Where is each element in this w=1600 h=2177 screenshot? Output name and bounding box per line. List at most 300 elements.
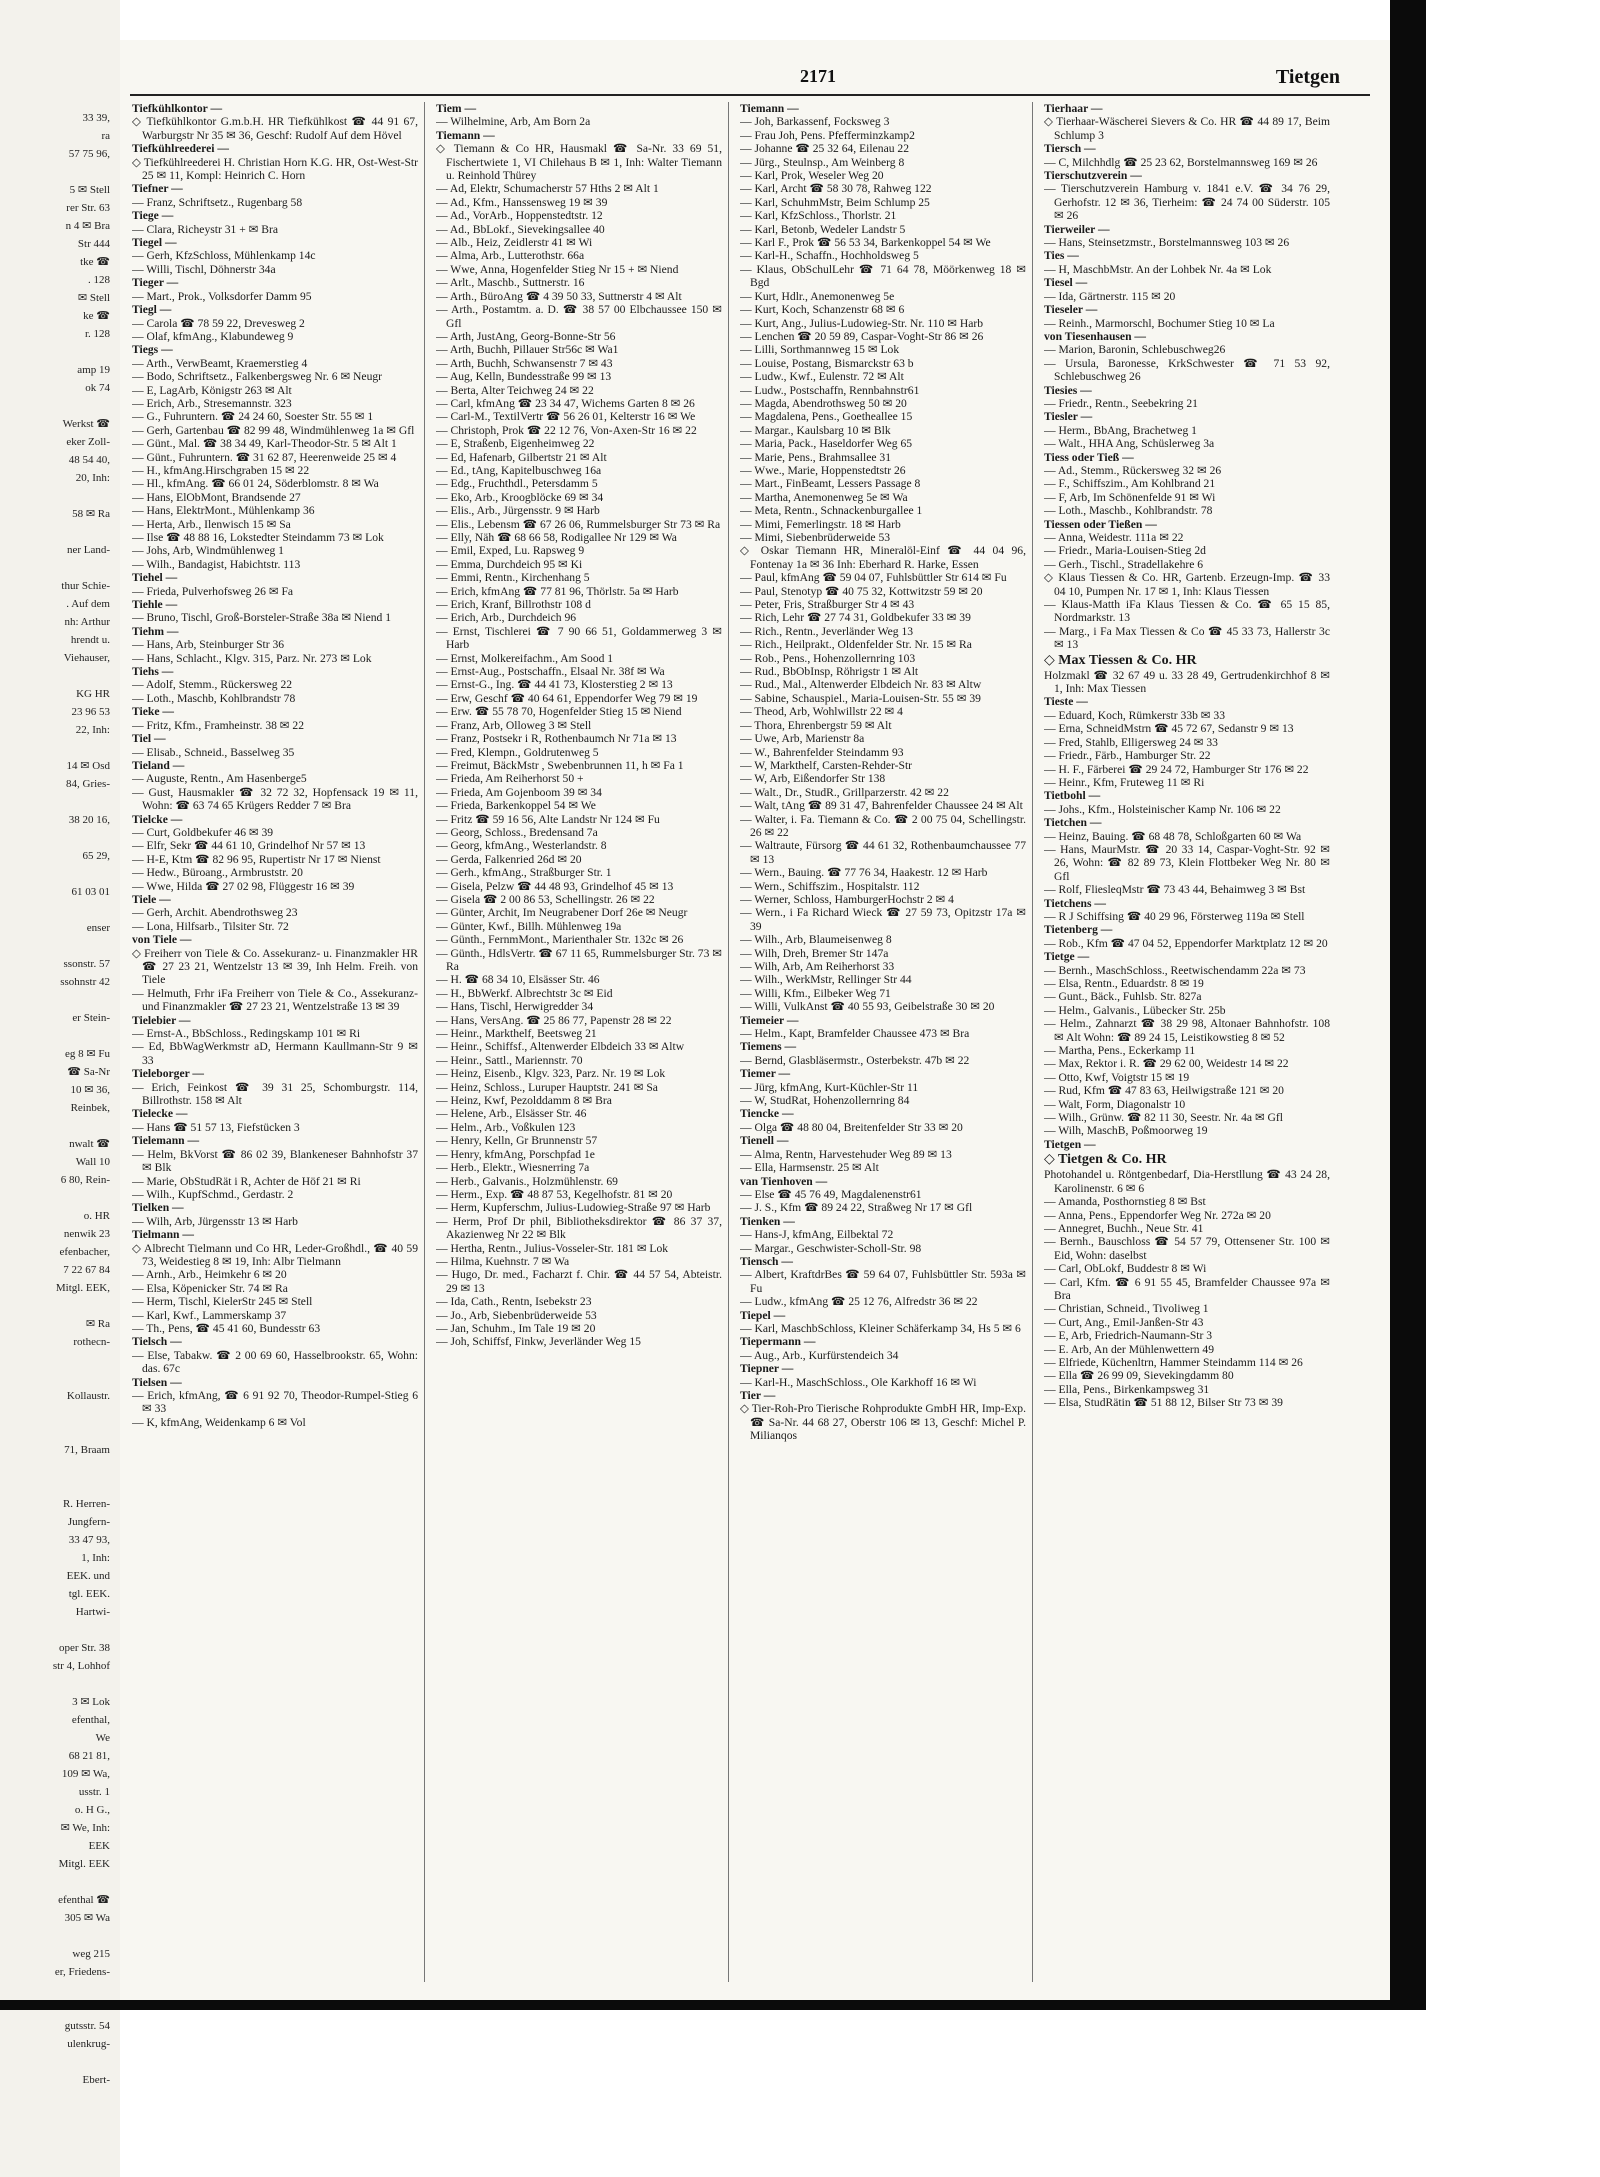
directory-entry: — Amanda, Posthornstieg 8 ✉ Bst	[1044, 1195, 1206, 1209]
directory-entry: — Else, Tabakw. ☎ 2 00 69 60, Hasselbrookstr. 65, Wohn: das. 67c	[132, 1348, 418, 1376]
surname-heading: Tielcke —	[132, 812, 183, 826]
surname-heading: Tier —	[740, 1389, 776, 1402]
surname-heading: Tietchen —	[1044, 816, 1102, 830]
directory-entry: — Kurt, Ang., Julius-Ludowieg-Str. Nr. 110 ✉ Harb	[740, 316, 984, 330]
directory-entry: — Magdalena, Pens., Goetheallee 15	[740, 410, 913, 424]
directory-entry: — Paul, Stenotyp ☎ 40 75 32, Kottwitzstr 59 ✉ 20	[740, 584, 983, 598]
directory-entry: — Herm., Exp. ☎ 48 87 53, Kegelhofstr. 81 ✉ 20	[436, 1187, 673, 1201]
directory-entry: — Werner, Schloss, HamburgerHochstr 2 ✉ 4	[740, 892, 954, 906]
directory-entry: — Johanne ☎ 25 32 64, Eilenau 22	[740, 142, 909, 156]
directory-entry: — Mimi, Femerlingstr. 18 ✉ Harb	[740, 517, 901, 531]
directory-entry: — Rud., BbObInsp, Röhrigstr 1 ✉ Alt	[740, 665, 919, 679]
directory-entry: — Hans, Tischl, Herwigredder 34	[436, 1000, 594, 1014]
directory-entry: — Th., Pens, ☎ 45 41 60, Bundesstr 63	[132, 1321, 321, 1335]
directory-entry: — Wilh., WerkMstr, Rellinger Str 44	[740, 973, 912, 987]
column-3	[740, 102, 1026, 1982]
directory-entry: — Arth., Postamtm. a. D. ☎ 38 57 00 Elbchaussee 150 ✉ Gfl	[436, 303, 722, 330]
directory-page	[120, 40, 1390, 2010]
directory-entry: — Erich, Feinkost ☎ 39 31 25, Schomburgstr. 114, Billrothstr. 158 ✉ Alt	[132, 1080, 418, 1108]
directory-entry: — H., kfmAng.Hirschgraben 15 ✉ 22	[132, 463, 310, 477]
gutter-fragment: efenthal,	[71, 1714, 110, 1726]
directory-entry: — Elsa, Rentn., Eduardstr. 8 ✉ 19	[1044, 977, 1204, 990]
gutter-fragment: ✉ We, Inh:	[60, 1822, 110, 1834]
directory-entry: — Bernh., MaschSchloss., Reetwischendamm 22a ✉ 73	[1044, 963, 1306, 977]
directory-entry: — Gisela ☎ 2 00 86 53, Schellingstr. 26 ✉ 22	[436, 892, 655, 906]
gutter-fragment: enser	[86, 922, 110, 934]
directory-entry: — Ernst, Tischlerei ☎ 7 90 66 51, Goldammerweg 3 ✉ Harb	[436, 624, 722, 652]
gutter-fragment: eg 8 ✉ Fu	[65, 1048, 110, 1060]
directory-entry: — Clara, Richeystr 31 + ✉ Bra	[132, 222, 279, 236]
surname-heading: Tiersch —	[1044, 142, 1096, 156]
directory-entry: ◇ Tietgen & Co. HR	[1044, 1152, 1167, 1168]
directory-entry: — Freimut, BäckMstr , Swebenbrunnen 11, h ✉ Fa 1	[436, 758, 684, 772]
directory-entry: — Carl, kfmAng ☎ 23 34 47, Wichems Garten 8 ✉ 26	[436, 396, 695, 410]
gutter-fragment: er Stein-	[72, 1012, 110, 1024]
directory-entry: — Helm., Zahnarzt ☎ 38 29 98, Altonaer Bahnhofstr. 108 ✉ Alt Wohn: ☎ 89 24 15, Leistikowstieg 8 ✉ 52	[1044, 1017, 1330, 1044]
gutter-fragment: nh: Arthur	[64, 616, 110, 628]
directory-entry: — Jo., Arb, Siebenbrüderweide 53	[436, 1308, 597, 1322]
directory-entry: — Hans ☎ 51 57 13, Fiefstücken 3	[132, 1120, 300, 1134]
directory-entry: — Günt., Fuhruntern. ☎ 31 62 87, Heerenweide 25 ✉ 4	[132, 450, 397, 464]
directory-entry: — Gunt., Bäck., Fuhlsb. Str. 827a	[1044, 990, 1202, 1004]
directory-entry: — Ursula, Baronesse, KrkSchwester ☎ 71 53 92, Schlebuschweg 26	[1044, 356, 1330, 384]
directory-entry: — F., Schiffszim., Am Kohlbrand 21	[1044, 477, 1216, 491]
surname-heading: Tienken —	[740, 1214, 795, 1228]
surname-heading: Tietchens —	[1044, 896, 1106, 910]
directory-entry: — Bernd, Glasbläsermstr., Osterbekstr. 47b ✉ 22	[740, 1053, 970, 1067]
directory-entry: — Herb., Elektr., Wiesnerring 7a	[436, 1161, 590, 1175]
column-divider	[424, 102, 425, 1982]
directory-entry: — Elly, Näh ☎ 68 66 58, Rodigallee Nr 129 ✉ Wa	[436, 531, 677, 544]
directory-entry: — Rud, Kfm ☎ 47 83 63, Heilwigstraße 121 ✉ 20	[1044, 1084, 1284, 1098]
directory-entry: — Meta, Rentn., Schnackenburgallee 1	[740, 504, 923, 518]
directory-entry: — H-E, Ktm ☎ 82 96 95, Rupertistr Nr 17 ✉ Nienst	[132, 852, 381, 866]
directory-entry: — H. F., Färberei ☎ 29 24 72, Hamburger Str 176 ✉ 22	[1044, 762, 1309, 776]
directory-entry: — Georg, kfmAng., Westerlandstr. 8	[436, 839, 607, 853]
gutter-fragment: ok 74	[85, 382, 110, 394]
gutter-fragment: hrendt u.	[70, 634, 110, 646]
surname-heading: Tieke —	[132, 705, 174, 719]
surname-heading: Tielemann —	[132, 1134, 200, 1148]
directory-entry: — Elis., Arb., Jürgensstr. 9 ✉ Harb	[436, 504, 600, 518]
directory-entry: — Wilh, Arb, Am Reiherhorst 33	[740, 960, 895, 973]
directory-entry: — Wwe, Hilda ☎ 27 02 98, Flüggestr 16 ✉ 39	[132, 879, 355, 893]
directory-entry: — Peter, Fris, Straßburger Str 4 ✉ 43	[740, 598, 915, 612]
directory-entry: — Rud., Mal., Altenwerder Elbdeich Nr. 83 ✉ Altw	[740, 678, 982, 692]
directory-entry: — Wilh, Dreh, Bremer Str 147a	[740, 946, 889, 960]
directory-entry: — Carl, Kfm. ☎ 6 91 55 45, Bramfelder Chaussee 97a ✉ Bra	[1044, 1275, 1330, 1302]
directory-entry: — Thora, Ehrenbergstr 59 ✉ Alt	[740, 718, 892, 732]
surname-heading: Tielken —	[132, 1201, 184, 1215]
surname-heading: Tielebier —	[132, 1013, 191, 1027]
surname-heading: Tieland —	[132, 758, 185, 772]
directory-entry: — J. S., Kfm ☎ 89 24 22, Straßweg Nr 17 ✉ Gfl	[740, 1201, 973, 1215]
gutter-fragment: ra	[101, 130, 110, 142]
directory-entry: — G., Fuhruntern. ☎ 24 24 60, Soester Str. 55 ✉ 1	[132, 410, 374, 424]
directory-entry: — Arth, JustAng, Georg-Bonne-Str 56	[436, 329, 616, 343]
directory-entry: — Günt., Mal. ☎ 38 34 49, Karl-Theodor-Str. 5 ✉ Alt 1	[132, 437, 397, 451]
running-head: Tietgen	[1275, 66, 1340, 88]
directory-entry: — Mimi, Siebenbrüderweide 53	[740, 531, 891, 544]
directory-entry: — Wern., i Fa Richard Wieck ☎ 27 59 73, Opitzstr 17a ✉ 39	[740, 906, 1026, 933]
gutter-fragment: 20, Inh:	[75, 472, 110, 484]
directory-entry: — Heinz, Kwf, Pezolddamm 8 ✉ Bra	[436, 1094, 612, 1108]
directory-entry: — Jürg., Steulnsp., Am Weinberg 8	[740, 155, 905, 169]
directory-entry: — Martha, Anemonenweg 5e ✉ Wa	[740, 490, 908, 504]
directory-entry: — Arth, Buchh, Schwansenstr 7 ✉ 43	[436, 356, 613, 370]
directory-entry: — Bodo, Schriftsetz., Falkenbergsweg Nr. 6 ✉ Neugr	[132, 370, 383, 384]
directory-entry: — R J Schiffsing ☎ 40 29 96, Försterweg 119a ✉ Stell	[1044, 909, 1305, 923]
directory-entry: — Arlt., Maschb., Suttnerstr. 16	[436, 276, 585, 290]
directory-entry: — Wilhelmine, Arb, Am Born 2a	[436, 115, 591, 129]
gutter-fragment: . Auf dem	[66, 598, 110, 610]
surname-heading: Tielmann —	[132, 1228, 194, 1242]
gutter-fragment: amp 19	[77, 364, 110, 376]
directory-entry: — Arth., VerwBeamt, Kraemerstieg 4	[132, 356, 308, 370]
gutter-fragment: ssohnstr 42	[60, 976, 110, 988]
directory-entry: — Bruno, Tischl, Groß-Borsteler-Straße 38a ✉ Niend 1	[132, 611, 392, 625]
directory-entry: ◇ Tiefkühlreederei H. Christian Horn K.G. HR, Ost-West-Str 25 ✉ 11, Kompl: Heinrich C. Horn	[132, 155, 418, 183]
directory-entry: — Ella, Harmsenstr. 25 ✉ Alt	[740, 1161, 879, 1175]
directory-entry: — Ella, Pens., Birkenkampsweg 31	[1044, 1382, 1210, 1396]
gutter-fragment: usstr. 1	[78, 1786, 110, 1798]
surname-heading: Tiehs —	[132, 665, 174, 679]
directory-entry: — Rolf, FliesleqMstr ☎ 73 43 44, Behaimweg 3 ✉ Bst	[1044, 883, 1306, 897]
directory-entry: — Marion, Baronin, Schlebuschweg26	[1044, 343, 1226, 357]
directory-entry: — Theod, Arb, Wohlwillstr 22 ✉ 4	[740, 705, 903, 719]
directory-entry: — Frieda, Barkenkoppel 54 ✉ We	[436, 799, 596, 813]
gutter-fragment: EEK. und	[66, 1570, 110, 1582]
gutter-fragment: gutsstr. 54	[64, 2020, 110, 2032]
directory-entry: — Ernst-A., BbSchloss., Redingskamp 101 ✉ Ri	[132, 1027, 361, 1041]
surname-heading: Tieleborger —	[132, 1067, 205, 1081]
directory-entry: — Rob., Kfm ☎ 47 04 52, Eppendorfer Marktplatz 12 ✉ 20	[1044, 936, 1328, 950]
directory-entry: — Hans, ElObMont, Brandsende 27	[132, 490, 301, 504]
directory-entry: — Christian, Schneid., Tivoliweg 1	[1044, 1302, 1209, 1316]
directory-entry: — Heinr., Kfm, Fruteweg 11 ✉ Ri	[1044, 775, 1205, 789]
surname-heading: Tiege —	[132, 209, 174, 223]
page-number: 2171	[800, 66, 836, 86]
directory-entry: — Wilh, MaschB, Poßmoorweg 19	[1044, 1124, 1208, 1138]
gutter-fragment: 22, Inh:	[75, 724, 110, 736]
directory-entry: — Ad, Elektr, Schumacherstr 57 Hths 2 ✉ Alt 1	[436, 182, 659, 196]
directory-entry: — Heinz, Bauing. ☎ 68 48 78, Schloßgarten 60 ✉ Wa	[1044, 829, 1302, 843]
gutter-fragment: ke ☎	[83, 310, 110, 322]
directory-entry: — Willi, Kfm., Eilbeker Weg 71	[740, 986, 891, 1000]
directory-entry: — E, Straßenb, Eigenheimweg 22	[436, 437, 595, 451]
directory-entry: — Ida, Gärtnerstr. 115 ✉ 20	[1044, 289, 1176, 303]
surname-heading: Tiemann —	[740, 102, 799, 115]
directory-entry: — Ernst, Molkereifachm., Am Sood 1	[436, 651, 614, 665]
directory-entry: — Franz, Postsekr i R, Rothenbaumch Nr 71a ✉ 13	[436, 732, 677, 746]
directory-entry: ◇ Oskar Tiemann HR, Mineralöl-Einf ☎ 44 04 96, Fontenay 1a ✉ 36 Inh: Eberhard R. Harke, Essen	[740, 544, 1026, 571]
directory-entry: — Friedr., Rentn., Seebekring 21	[1044, 396, 1198, 410]
gutter-fragment: Jungfern-	[67, 1516, 110, 1528]
directory-entry: — Helmuth, Frhr iFa Freiherr von Tiele & Co., Assekuranz- und Finanzmakler ☎ 27 23 21, Wentzelstraße 13 ✉ 39	[132, 986, 418, 1014]
directory-entry: — Heinz, Eisenb., Klgv. 323, Parz. Nr. 19 ✉ Lok	[436, 1067, 666, 1081]
directory-entry: — Erw. ☎ 55 78 70, Hogenfelder Stieg 15 ✉ Niend	[436, 705, 682, 719]
directory-entry: — Henry, kfmAng, Porschpfad 1e	[436, 1147, 595, 1161]
directory-entry: — Ed., tAng, Kapitelbuschweg 16a	[436, 463, 602, 477]
directory-entry: — Ludw., kfmAng ☎ 25 12 76, Alfredstr 36 ✉ 22	[740, 1295, 978, 1309]
directory-entry: — Gerh, KfzSchloss, Mühlenkamp 14c	[132, 249, 316, 263]
directory-entry: — Martha, Pens., Eckerkamp 11	[1044, 1044, 1196, 1058]
gutter-fragment: ssonstr. 57	[63, 958, 110, 970]
directory-entry: — Waltraute, Fürsorg ☎ 44 61 32, Rothenbaumchaussee 77 ✉ 13	[740, 839, 1026, 866]
directory-entry: — Alma, Rentn, Harvestehuder Weg 89 ✉ 13	[740, 1147, 952, 1161]
directory-entry: — Wilh., Bandagist, Habichtstr. 113	[132, 557, 301, 571]
directory-entry: — W, Arb, Eißendorfer Str 138	[740, 772, 886, 786]
gutter-fragment: r. 128	[84, 328, 110, 340]
directory-entry: — Karl F., Prok ☎ 56 53 34, Barkenkoppel 54 ✉ We	[740, 236, 991, 250]
surname-heading: Tierweiler —	[1044, 222, 1110, 236]
gutter-fragment: Wall 10	[75, 1156, 110, 1168]
directory-entry: — Walter, i. Fa. Tiemann & Co. ☎ 2 00 75 04, Schellingstr. 26 ✉ 22	[740, 812, 1026, 839]
gutter-fragment: Viehauser,	[63, 652, 110, 664]
directory-entry: — Herm, Kupferschm, Julius-Ludowieg-Straße 97 ✉ Harb	[436, 1201, 711, 1215]
surname-heading: Ties —	[1044, 249, 1079, 263]
directory-entry: — Louise, Postang, Bismarckstr 63 b	[740, 356, 914, 370]
directory-entry: — Günth., FernmMont., Marienthaler Str. 132c ✉ 26	[436, 933, 684, 947]
directory-entry: — Arth, Buchh, Pillauer Str56c ✉ Wa1	[436, 343, 619, 357]
directory-entry: — K, kfmAng, Weidenkamp 6 ✉ Vol	[132, 1415, 306, 1429]
gutter-fragment: Werkst ☎	[62, 418, 110, 430]
gutter-fragment: 57 75 96,	[68, 148, 110, 160]
directory-entry: — Mart., Prok., Volksdorfer Damm 95	[132, 289, 312, 303]
gutter-fragment: . 128	[88, 274, 110, 286]
gutter-fragment: nenwik 23	[63, 1228, 110, 1240]
surname-heading: Tieger —	[132, 276, 179, 290]
gutter-fragment: thur Schie-	[61, 580, 110, 592]
directory-entry: — Fritz, Kfm., Framheinstr. 38 ✉ 22	[132, 718, 305, 732]
column-divider	[728, 102, 729, 1982]
directory-entry: — Hans, MaurMstr. ☎ 20 33 14, Caspar-Voght-Str. 92 ✉ 26, Wohn: ☎ 82 89 73, Klein Flottbeker Weg Nr. 80 ✉ Gfl	[1044, 842, 1330, 883]
surname-heading: Tietenberg —	[1044, 923, 1113, 937]
gutter-fragment: 65 29,	[82, 850, 110, 862]
directory-entry: — Kurt, Koch, Schanzenstr 68 ✉ 6	[740, 303, 905, 317]
directory-entry: — Joh, Barkassenf, Focksweg 3	[740, 115, 890, 129]
directory-entry: — Gerh, Gartenbau ☎ 82 99 48, Windmühlenweg 1a ✉ Gfl	[132, 423, 415, 437]
directory-entry: — Karl, SchuhmMstr, Beim Schlump 25	[740, 195, 930, 209]
directory-entry: — Uwe, Arb, Marienstr 8a	[740, 732, 865, 746]
surname-heading: Tietbohl —	[1044, 789, 1101, 803]
directory-entry: — Hans, Schlacht., Klgv. 315, Parz. Nr. 273 ✉ Lok	[132, 651, 372, 665]
surname-heading: Tienell —	[740, 1134, 789, 1148]
directory-entry: — Ad., Kfm., Hanssensweg 19 ✉ 39	[436, 195, 608, 209]
surname-heading: Tiemeier —	[740, 1013, 799, 1027]
gutter-fragment: ✉ Stell	[77, 292, 110, 304]
directory-entry: — Adolf, Stemm., Rückersweg 22	[132, 678, 293, 692]
directory-entry: — Sabine, Schauspiel., Maria-Louisen-Str. 55 ✉ 39	[740, 691, 981, 705]
gutter-fragment: Ebert-	[82, 2074, 110, 2086]
directory-entry: — Walt., Dr., StudR., Grillparzerstr. 42 ✉ 22	[740, 785, 949, 799]
directory-entry: — Walt, Form, Diagonalstr 10	[1044, 1097, 1186, 1111]
directory-entry: — Wilh, Arb, Jürgensstr 13 ✉ Harb	[132, 1214, 298, 1228]
directory-entry: — Wilh., KupfSchmd., Gerdastr. 2	[132, 1187, 294, 1201]
gutter-fragment: rer Str. 63	[66, 202, 110, 214]
surname-heading: Tiesler —	[1044, 410, 1093, 424]
directory-entry: — Ilse ☎ 48 88 16, Lokstedter Steindamm 73 ✉ Lok	[132, 531, 384, 544]
gutter-fragment: ☎ Sa-Nr	[67, 1066, 110, 1078]
directory-entry: — Johs, Arb, Windmühlenweg 1	[132, 544, 284, 558]
gutter-fragment: 71, Braam	[64, 1444, 110, 1456]
directory-entry: — Wwe, Anna, Hogenfelder Stieg Nr 15 + ✉ Niend	[436, 262, 679, 276]
directory-entry: — Hedw., Büroang., Armbruststr. 20	[132, 866, 303, 880]
directory-entry: — Helm., Kapt, Bramfelder Chaussee 473 ✉ Bra	[740, 1027, 970, 1041]
directory-entry: — Marie, Pens., Brahmsallee 31	[740, 450, 892, 464]
directory-entry: — Walt., HHA Ang, Schüslerweg 3a	[1044, 437, 1215, 451]
surname-heading: Tielsen —	[132, 1375, 182, 1389]
directory-entry: — Gisela, Pelzw ☎ 44 48 93, Grindelhof 45 ✉ 13	[436, 879, 674, 893]
directory-entry: — Paul, kfmAng ☎ 59 04 07, Fuhlsbüttler Str 614 ✉ Fu	[740, 571, 1007, 585]
directory-entry: — Gust, Hausmakler ☎ 32 72 32, Hopfensack 19 ✉ 11, Wohn: ☎ 63 74 65 Krügers Redder 7 ✉ Bra	[132, 785, 418, 813]
directory-entry: — Emma, Durchdeich 95 ✉ Ki	[436, 557, 583, 571]
directory-entry: — Günter, Kwf., Billh. Mühlenweg 19a	[436, 919, 622, 933]
directory-entry: — Else ☎ 45 76 49, Magdalenenstr61	[740, 1187, 922, 1201]
gutter-fragment: ulenkrug-	[67, 2038, 110, 2050]
gutter-fragment: KG HR	[76, 688, 110, 700]
gutter-fragment: str 4, Lohhof	[52, 1660, 110, 1672]
directory-entry: — Hans, VersAng. ☎ 25 86 77, Papenstr 28 ✉ 22	[436, 1013, 672, 1027]
directory-entry: — Herm, Tischl, KielerStr 245 ✉ Stell	[132, 1295, 313, 1309]
directory-entry: — Alma, Arb., Lutterothstr. 66a	[436, 249, 585, 263]
surname-heading: Tierhaar —	[1044, 102, 1103, 115]
directory-entry: — Anna, Weidestr. 111a ✉ 22	[1044, 531, 1184, 544]
directory-entry: — Karl, Prok, Weseler Weg 20	[740, 169, 884, 183]
directory-entry: — Heinr., Sattl., Mariennstr. 70	[436, 1053, 583, 1067]
directory-entry: — Günter, Archit, Im Neugrabener Dorf 26e ✉ Neugr	[436, 906, 688, 920]
directory-entry: — Hans, Arb, Steinburger Str 36	[132, 638, 285, 652]
directory-entry: — Loth., Maschb., Kohlbrandstr. 78	[1044, 504, 1213, 518]
header-rule	[130, 94, 1370, 96]
directory-entry: — Bernh., Bauschloss ☎ 54 57 79, Ottensener Str. 100 ✉ Eid, Wohn: daselbst	[1044, 1235, 1330, 1262]
directory-entry: — Aug., Arb., Kurfürstendeich 34	[740, 1348, 899, 1362]
directory-entry: — Karl-H., Schaffn., Hochholdsweg 5	[740, 249, 919, 263]
gutter-fragment: 5 ✉ Stell	[69, 184, 110, 196]
gutter-fragment: 10 ✉ 36,	[70, 1084, 110, 1096]
directory-entry: — H. ☎ 68 34 10, Elsässer Str. 46	[436, 973, 600, 987]
directory-entry: — Herb., Galvanis., Holzmühlenstr. 69	[436, 1174, 618, 1188]
directory-entry: — Heinz, Schloss., Luruper Hauptstr. 241 ✉ Sa	[436, 1080, 658, 1094]
gutter-fragment: 38 20 16,	[68, 814, 110, 826]
directory-entry: — Elisab., Schneid., Basselweg 35	[132, 745, 295, 759]
directory-entry: — Elsa, Köpenicker Str. 74 ✉ Ra	[132, 1281, 288, 1295]
directory-entry: — Friedr., Färb., Hamburger Str. 22	[1044, 749, 1211, 763]
directory-entry: — Margar., Geschwister-Scholl-Str. 98	[740, 1241, 922, 1255]
directory-entry: — Wern., Schiffszim., Hospitalstr. 112	[740, 879, 920, 893]
directory-entry: — Maria, Pack., Haseldorfer Weg 65	[740, 437, 913, 451]
directory-entry: Photohandel u. Röntgenbedarf, Dia-Herstllung ☎ 43 24 28, Karolinenstr. 6 ✉ 6	[1044, 1168, 1330, 1195]
gutter-fragment: o. HR	[83, 1210, 110, 1222]
directory-entry: ◇ Tiefkühlkontor G.m.b.H. HR Tiefkühlkost ☎ 44 91 67, Warburgstr Nr 35 ✉ 36, Geschf: Rudolf Auf dem Hövel	[132, 115, 418, 142]
directory-entry: — Gerh., Tischl., Stradellakehre 6	[1044, 557, 1204, 571]
directory-entry: — Hugo, Dr. med., Facharzt f. Chir. ☎ 44 57 54, Abteistr. 29 ✉ 13	[436, 1268, 722, 1295]
directory-entry: — Herm, Prof Dr phil, Bibliotheksdirektor ☎ 86 37 37, Akazienweg Nr 22 ✉ Blk	[436, 1214, 722, 1242]
directory-entry: — Auguste, Rentn., Am Hasenberge5	[132, 772, 307, 786]
directory-entry: — Fred, Klempn., Goldrutenweg 5	[436, 745, 599, 759]
directory-entry: ◇ Albrecht Tielmann und Co HR, Leder-Großhdl., ☎ 40 59 73, Weidestieg 8 ✉ 19, Inh: Albr Tielmann	[132, 1241, 418, 1268]
gutter-fragment: oper Str. 38	[58, 1642, 110, 1654]
scan-edge-bottom	[0, 2000, 1426, 2010]
directory-entry: — Elfriede, Küchenltrn, Hammer Steindamm 114 ✉ 26	[1044, 1355, 1303, 1369]
directory-entry: — Magda, Abendrothsweg 50 ✉ 20	[740, 396, 907, 410]
gutter-fragment: Mitgl. EEK	[58, 1858, 110, 1870]
directory-entry: — Frieda, Pulverhofsweg 26 ✉ Fa	[132, 584, 294, 598]
gutter-fragment: rothecn-	[73, 1336, 110, 1348]
directory-entry: — Helm., Galvanis., Lübecker Str. 25b	[1044, 1003, 1226, 1017]
directory-entry: — Herm., BbAng, Brachetweg 1	[1044, 423, 1197, 437]
directory-entry: — Carl-M., TextilVertr ☎ 56 26 01, Kelterstr 16 ✉ We	[436, 410, 696, 424]
directory-entry: — Lilli, Sorthmannweg 15 ✉ Lok	[740, 343, 900, 357]
directory-entry: — Marie, ObStudRät i R, Achter de Höf 21 ✉ Ri	[132, 1174, 361, 1188]
surname-heading: Tietge —	[1044, 950, 1090, 964]
surname-heading: von Tiesenhausen —	[1044, 329, 1147, 343]
directory-entry: — Anna, Pens., Eppendorfer Weg Nr. 272a ✉ 20	[1044, 1208, 1271, 1222]
column-divider	[1032, 102, 1033, 1982]
directory-entry: — Heinr., Schiffsf., Altenwerder Elbdeich 33 ✉ Altw	[436, 1040, 685, 1054]
directory-entry: — Karl, KfzSchloss., Thorlstr. 21	[740, 209, 897, 223]
gutter-fragment: tgl. EEK.	[68, 1588, 110, 1600]
gutter-fragment: weg 215	[72, 1948, 110, 1960]
surname-heading: Tiepner —	[740, 1362, 794, 1376]
surname-heading: Tieste —	[1044, 695, 1088, 709]
surname-heading: Tiehle —	[132, 598, 178, 612]
gutter-fragment: o. H G.,	[74, 1804, 110, 1816]
directory-entry: — Karl, Kwf., Lammerskamp 37	[132, 1308, 287, 1322]
directory-entry: — Karl-H., MaschSchloss., Ole Karkhoff 16 ✉ Wi	[740, 1375, 977, 1389]
directory-entry: — Herta, Arb., Ilenwisch 15 ✉ Sa	[132, 517, 291, 531]
gutter-fragment: 58 ✉ Ra	[72, 508, 110, 520]
directory-entry: — Eduard, Koch, Rümkerstr 33b ✉ 33	[1044, 708, 1226, 722]
directory-entry: — Berta, Alter Teichweg 24 ✉ 22	[436, 383, 594, 397]
gutter-fragment: er, Friedens-	[54, 1966, 110, 1978]
directory-entry: ◇ Tiemann & Co HR, Hausmakl ☎ Sa-Nr. 33 69 51, Fischertwiete 1, VI Chilehaus B ✉ 1, Inh: Walter Tiemann u. Reinhold Thürey	[436, 142, 722, 183]
directory-entry: — Gerh, Archit. Abendrothsweg 23	[132, 906, 298, 920]
directory-entry: — Johs., Kfm., Holsteinischer Kamp Nr. 106 ✉ 22	[1044, 802, 1281, 816]
directory-entry: — W., Bahrenfelder Steindamm 93	[740, 745, 904, 759]
gutter-fragment: 23 96 53	[71, 706, 110, 718]
directory-entry: — Frieda, Am Reiherhorst 50 +	[436, 772, 584, 786]
directory-entry: — Ernst-Aug., Postschaffn., Elsaal Nr. 38f ✉ Wa	[436, 665, 665, 679]
surname-heading: van Tienhoven —	[740, 1174, 828, 1188]
directory-entry: — Erna, SchneidMstrn ☎ 45 72 67, Sedanstr 9 ✉ 13	[1044, 722, 1294, 736]
directory-entry: — Jan, Schuhm., Im Tale 19 ✉ 20	[436, 1321, 596, 1335]
directory-entry: — Lona, Hilfsarb., Tilsiter Str. 72	[132, 919, 289, 933]
surname-heading: Tiegs —	[132, 343, 173, 357]
surname-heading: Tiefkühlkontor —	[132, 102, 223, 115]
directory-entry: — Aug, Kelln, Bundesstraße 99 ✉ 13	[436, 370, 612, 384]
directory-entry: — H., BbWerkf. Albrechtstr 3c ✉ Eid	[436, 986, 613, 1000]
directory-entry: — E, Arb, Friedrich-Naumann-Str 3	[1044, 1329, 1213, 1343]
column-4	[1044, 102, 1330, 1982]
directory-entry: — Alb., Heiz, Zeidlerstr 41 ✉ Wi	[436, 236, 593, 250]
directory-entry: — E. Arb, An der Mühlenwettern 49	[1044, 1342, 1215, 1356]
scan-edge-right	[1390, 0, 1426, 2010]
directory-entry: — E, LagArb, Königstr 263 ✉ Alt	[132, 383, 292, 397]
gutter-fragment: n 4 ✉ Bra	[65, 220, 110, 232]
surname-heading: Tietgen —	[1044, 1137, 1096, 1151]
gutter-fragment: tke ☎	[80, 256, 110, 268]
gutter-fragment: ✉ Ra	[85, 1318, 110, 1330]
gutter-fragment: Hartwi-	[75, 1606, 110, 1618]
surname-heading: Tiesies —	[1044, 383, 1092, 397]
directory-entry: — Emmi, Rentn., Kirchenhang 5	[436, 571, 590, 585]
directory-entry: — Ella ☎ 26 99 09, Sievekingdamm 80	[1044, 1369, 1234, 1383]
surname-heading: Tierschutzverein —	[1044, 169, 1142, 183]
directory-entry: — Lenchen ☎ 20 59 89, Caspar-Voght-Str 86 ✉ 26	[740, 329, 984, 343]
directory-entry: — Margar., Kaulsbarg 10 ✉ Blk	[740, 423, 891, 437]
directory-entry: — Wern., Bauing. ☎ 77 76 34, Haakestr. 12 ✉ Harb	[740, 866, 988, 880]
